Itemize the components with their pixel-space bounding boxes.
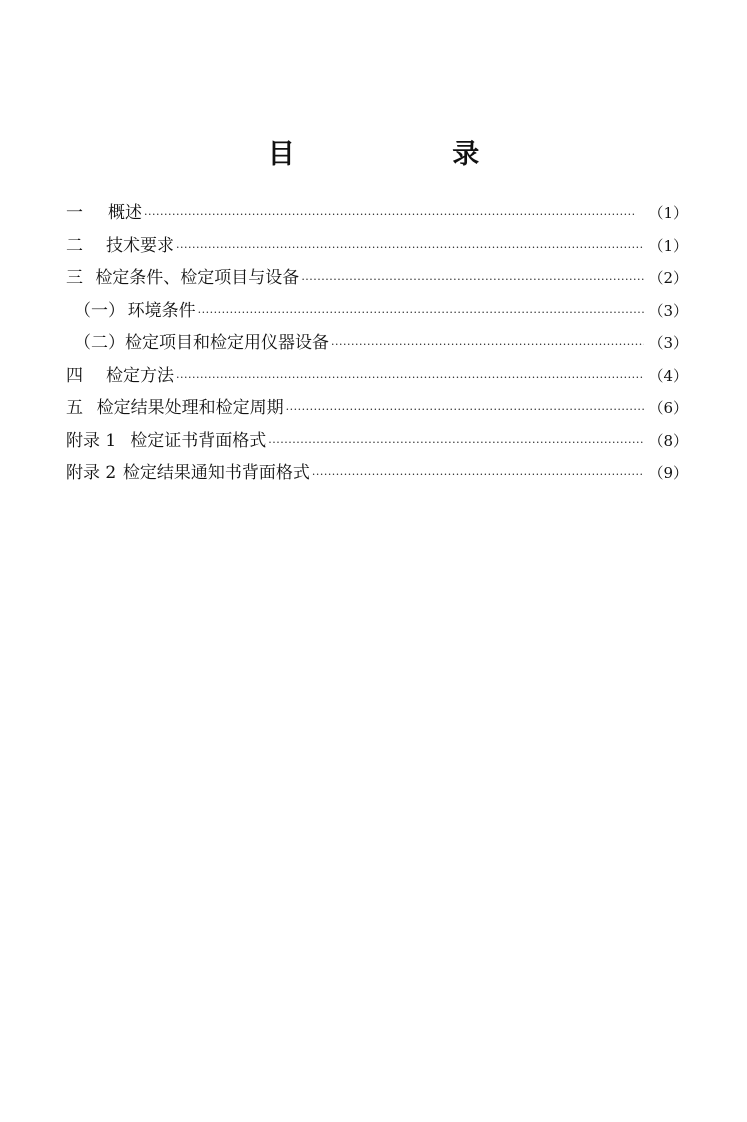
toc-entry-title: 检定方法 xyxy=(106,365,175,386)
toc-entry-page: （2） xyxy=(648,269,688,287)
toc-entry xyxy=(66,231,688,264)
toc-entry-number: （一） xyxy=(74,300,125,321)
toc-subentry xyxy=(66,296,688,329)
toc-entry-number: 附录 1 xyxy=(66,430,117,451)
toc-entry-number: 五 xyxy=(66,398,83,418)
toc-entry-number: （二） xyxy=(74,333,125,353)
table-of-contents xyxy=(66,198,688,491)
toc-entry-title: 检定结果通知书背面格式 xyxy=(122,463,310,483)
toc-entry-title: 检定结果处理和检定周期 xyxy=(96,398,284,418)
dot-leader xyxy=(312,468,645,481)
toc-entry-page: （6） xyxy=(648,399,688,417)
toc-entry xyxy=(66,263,688,296)
dot-leader xyxy=(198,306,645,319)
dot-leader xyxy=(331,338,644,351)
toc-entry-page: （4） xyxy=(648,366,688,385)
toc-entry-number: 附录 2 xyxy=(66,463,117,483)
dot-leader xyxy=(268,436,644,449)
toc-entry-title: 检定项目和检定用仪器设备 xyxy=(125,333,329,353)
toc-entry-number: 二 xyxy=(66,235,83,256)
toc-entry xyxy=(66,361,688,394)
toc-entry-page: （3） xyxy=(648,301,688,320)
toc-entry-page: （1） xyxy=(648,204,688,222)
toc-entry-page: （1） xyxy=(648,236,688,255)
dot-leader xyxy=(144,208,644,221)
toc-appendix-entry xyxy=(66,458,688,491)
dot-leader xyxy=(176,241,644,254)
toc-entry-title: 环境条件 xyxy=(127,300,196,321)
toc-entry xyxy=(66,393,688,426)
toc-entry-page: （8） xyxy=(648,431,688,450)
toc-subentry xyxy=(66,328,688,361)
toc-entry-page: （3） xyxy=(648,334,688,352)
toc-entry-number: 三 xyxy=(66,268,83,288)
toc-entry-title: 概述 xyxy=(108,203,142,223)
toc-entry-number: 四 xyxy=(66,365,83,386)
toc-entry-title: 技术要求 xyxy=(106,235,175,256)
toc-entry-page: （9） xyxy=(648,464,688,482)
toc-entry-number: 一 xyxy=(66,203,83,223)
dot-leader xyxy=(286,403,645,416)
dot-leader xyxy=(176,371,644,384)
dot-leader xyxy=(301,273,644,286)
page-title: 目 录 xyxy=(267,139,554,170)
toc-appendix-entry xyxy=(66,426,688,459)
toc-entry-title: 检定证书背面格式 xyxy=(130,430,267,451)
toc-entry-title: 检定条件、检定项目与设备 xyxy=(95,268,300,288)
toc-entry xyxy=(66,198,688,231)
